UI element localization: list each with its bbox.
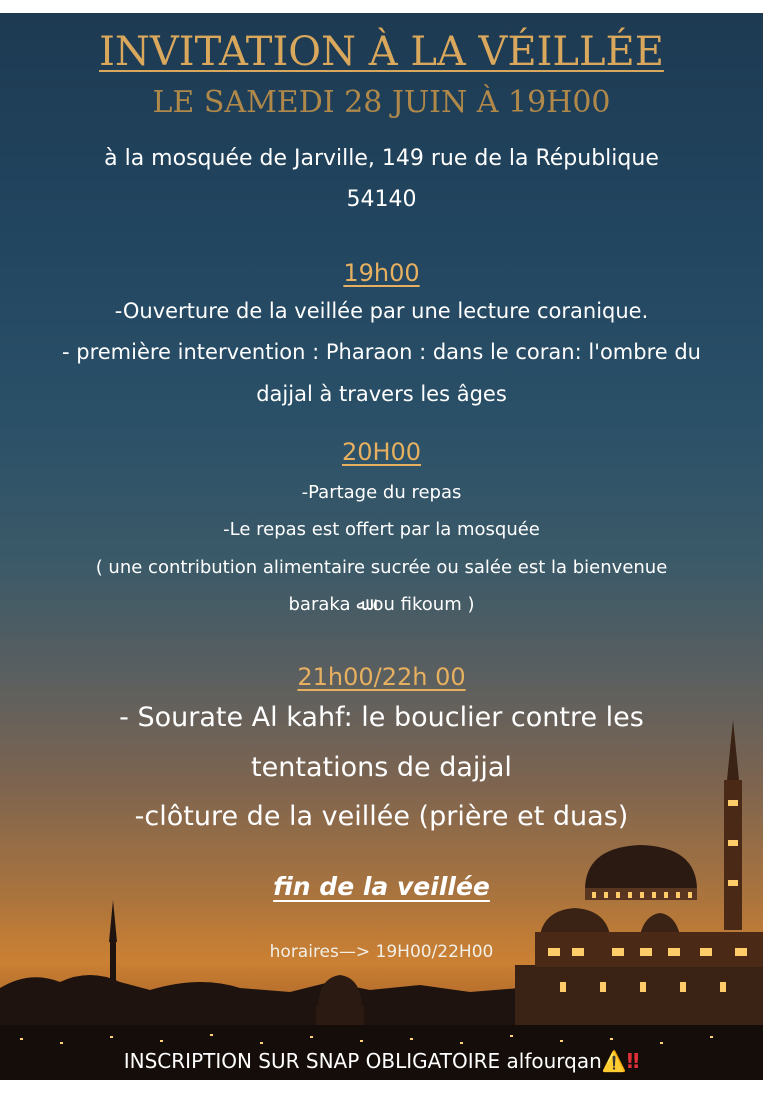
footer-registration-text: INSCRIPTION SUR SNAP OBLIGATOIRE alfourqan: [123, 1049, 602, 1073]
invitation-poster: [0, 13, 763, 1080]
end-of-event-text: fin de la veillée: [273, 872, 490, 901]
program-3-line-2: tentations de dajjal: [251, 752, 512, 783]
program-2-line-1: -Partage du repas: [301, 482, 462, 503]
footer-registration: [0, 1049, 763, 1073]
program-2-line-3: ( une contribution alimentaire sucrée ou salée est la bienvenue: [95, 557, 668, 578]
location-line-2: 54140: [346, 187, 417, 212]
program-1-line-2: - première intervention : Pharaon : dans le coran: l'ombre du: [62, 340, 701, 364]
warning-icon: ⚠️: [601, 1049, 627, 1073]
poster-title: INVITATION À LA VÉILLÉE: [99, 29, 664, 75]
program-3-line-3: -clôture de la veillée (prière et duas): [134, 801, 629, 832]
program-2-line-2: -Le repas est offert par la mosquée: [223, 519, 540, 540]
time-heading-19h00: 19h00: [343, 259, 420, 287]
program-3-line-1: - Sourate Al kahf: le bouclier contre les: [119, 702, 644, 733]
time-heading-21h00: 21h00/22h 00: [297, 663, 466, 691]
double-exclamation-icon: ‼: [626, 1049, 640, 1073]
event-date: LE SAMEDI 28 JUIN À 19H00: [152, 85, 611, 120]
time-heading-20h00: 20H00: [341, 438, 422, 466]
program-2-line-4: baraka ﷲ ou fikoum ): [288, 594, 475, 615]
hours-text: horaires—> 19H00/22H00: [269, 942, 494, 962]
program-1-line-3: dajjal à travers les âges: [256, 382, 507, 406]
location-line-1: à la mosquée de Jarville, 149 rue de la République: [104, 146, 659, 171]
program-1-line-1: -Ouverture de la veillée par une lecture coranique.: [114, 299, 649, 323]
